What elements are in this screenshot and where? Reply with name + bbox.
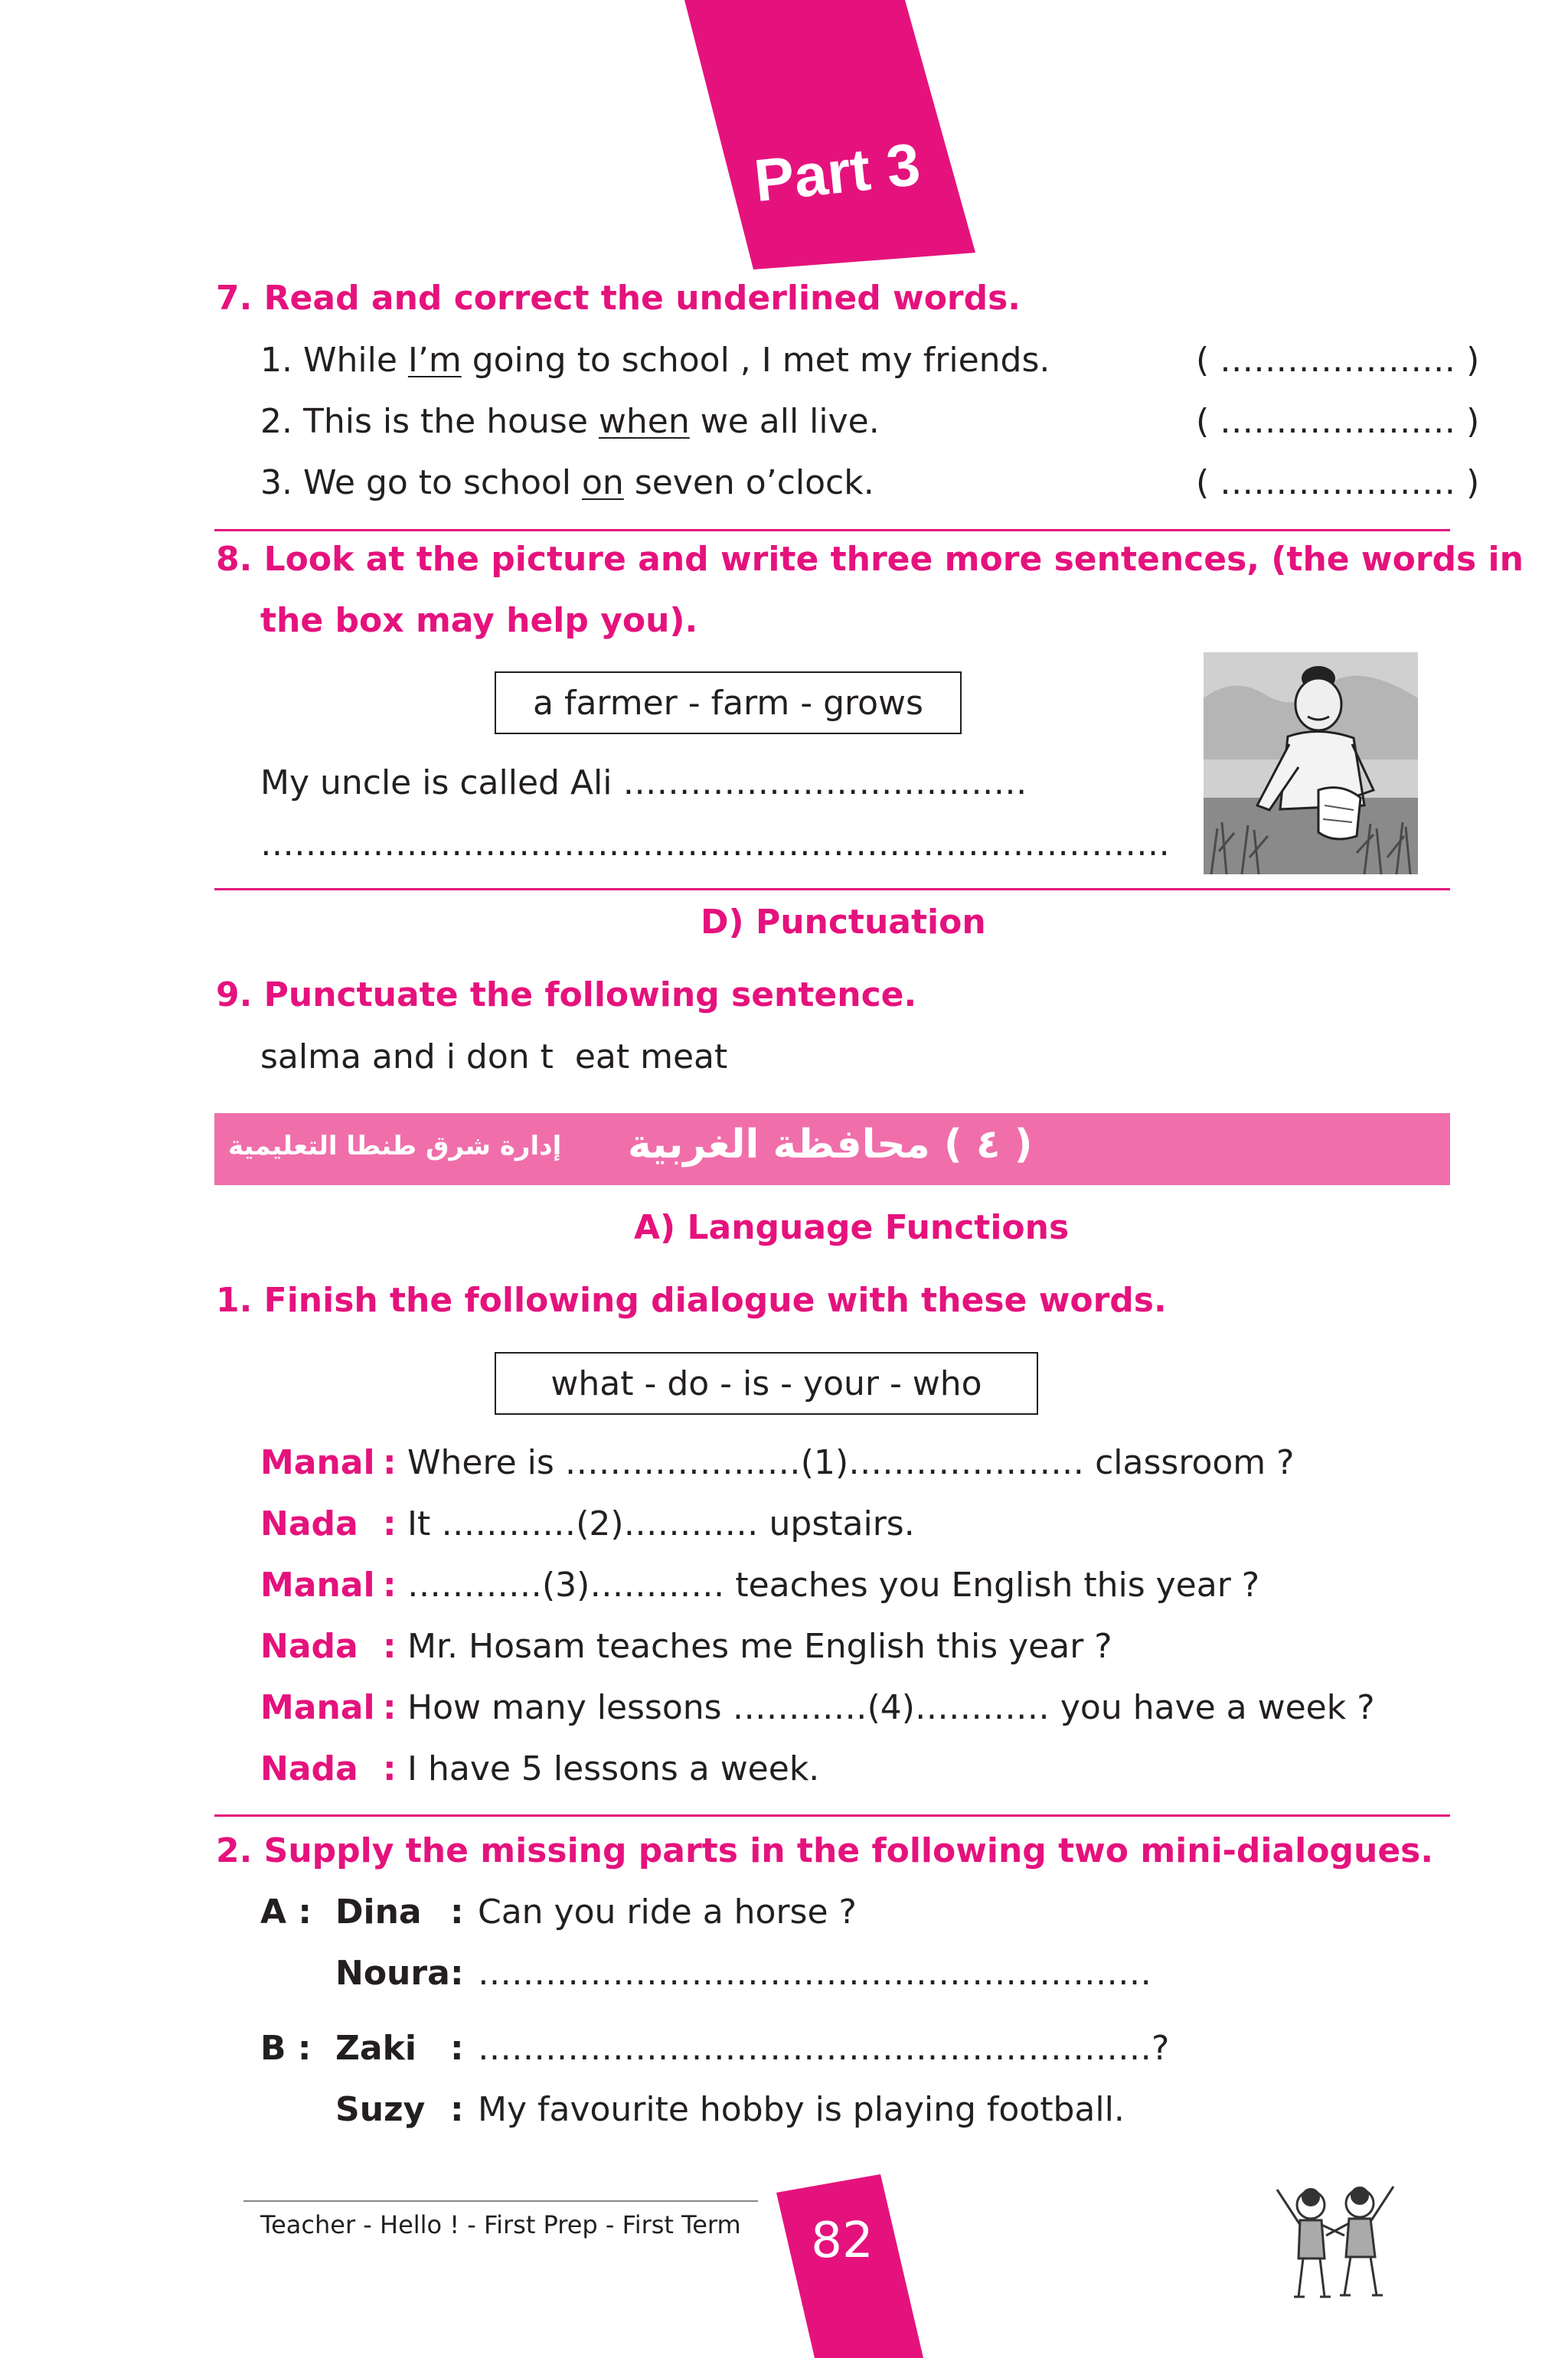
banner-governorate: ( ٤ ) محافظة الغربية: [628, 1122, 1033, 1168]
section-a-title: A) Language Functions: [634, 1208, 1070, 1247]
dialogue-line: Manal : …………(3)………… teaches you English this year ?: [260, 1566, 1260, 1605]
q7-item-2: 2. This is the house when we all live.: [260, 402, 880, 441]
banner-administration: إدارة شرق طنطا التعليمية: [228, 1131, 562, 1161]
farmer-picture: [1204, 652, 1418, 874]
dialogue-line: Nada : I have 5 lessons a week.: [260, 1749, 820, 1788]
mini-dialogue-line: Suzy : My favourite hobby is playing football.: [335, 2090, 1125, 2129]
underlined-word: when: [598, 402, 690, 441]
section-divider: [214, 1814, 1450, 1817]
part-header-title: Part 3: [750, 129, 923, 215]
mini-dialogue-line: Zaki : ……………………………………………………?: [335, 2029, 1170, 2068]
question-8-title-line1: 8. Look at the picture and write three more sentences, (the words in: [216, 540, 1524, 579]
question-7-title: 7. Read and correct the underlined words.: [216, 279, 1021, 318]
part-header-shape: [681, 0, 1003, 269]
question-8-title-line2: the box may help you).: [260, 601, 698, 640]
section-divider: [214, 529, 1450, 531]
dialogue-line: Nada : It …………(2)………… upstairs.: [260, 1504, 915, 1543]
q7-answer-blank-1[interactable]: ( ………………… ): [1196, 341, 1480, 380]
q8-sentence[interactable]: My uncle is called Ali ………………………………: [260, 763, 1027, 802]
answer-blank[interactable]: ……………………………………………………?: [478, 2029, 1170, 2068]
q1-word-box: what - do - is - your - who: [495, 1352, 1038, 1415]
footer-divider: [243, 2200, 758, 2202]
answer-blank[interactable]: ……………………………………………………: [478, 1954, 1152, 1993]
q7-answer-blank-2[interactable]: ( ………………… ): [1196, 402, 1480, 441]
section-d-title: D) Punctuation: [701, 903, 986, 942]
underlined-word: on: [582, 463, 624, 502]
section-divider: [214, 888, 1450, 890]
page-number: 82: [811, 2213, 874, 2269]
q9-sentence: salma and i don t eat meat: [260, 1037, 728, 1076]
q8-word-box: a farmer - farm - grows: [495, 671, 962, 734]
dialogue-line: Manal : How many lessons …………(4)………… you have a week ?: [260, 1688, 1375, 1727]
dialogue-line: Nada : Mr. Hosam teaches me English this year ?: [260, 1627, 1112, 1666]
q8-dots-line[interactable]: ………………………………………………………………………: [260, 825, 1170, 864]
question-1-title: 1. Finish the following dialogue with these words.: [216, 1281, 1167, 1320]
kids-illustration: [1268, 2174, 1403, 2312]
underlined-word: I’m: [407, 341, 462, 380]
q7-item-3: 3. We go to school on seven o’clock.: [260, 463, 874, 502]
dialogue-line: Manal : Where is …………………(1)………………… classroom ?: [260, 1443, 1295, 1482]
question-9-title: 9. Punctuate the following sentence.: [216, 975, 917, 1014]
footer-book-title: Teacher - Hello ! - First Prep - First Term: [260, 2210, 741, 2239]
q7-answer-blank-3[interactable]: ( ………………… ): [1196, 463, 1480, 502]
mini-dialogue-line: Dina : Can you ride a horse ?: [335, 1893, 857, 1932]
dialogue-b-label: B :: [260, 2029, 312, 2068]
question-2-title: 2. Supply the missing parts in the following two mini-dialogues.: [216, 1831, 1434, 1870]
q7-item-1: 1. While I’m going to school , I met my friends.: [260, 341, 1050, 380]
dialogue-a-label: A :: [260, 1893, 312, 1932]
mini-dialogue-line: Noura: ……………………………………………………: [335, 1954, 1152, 1993]
